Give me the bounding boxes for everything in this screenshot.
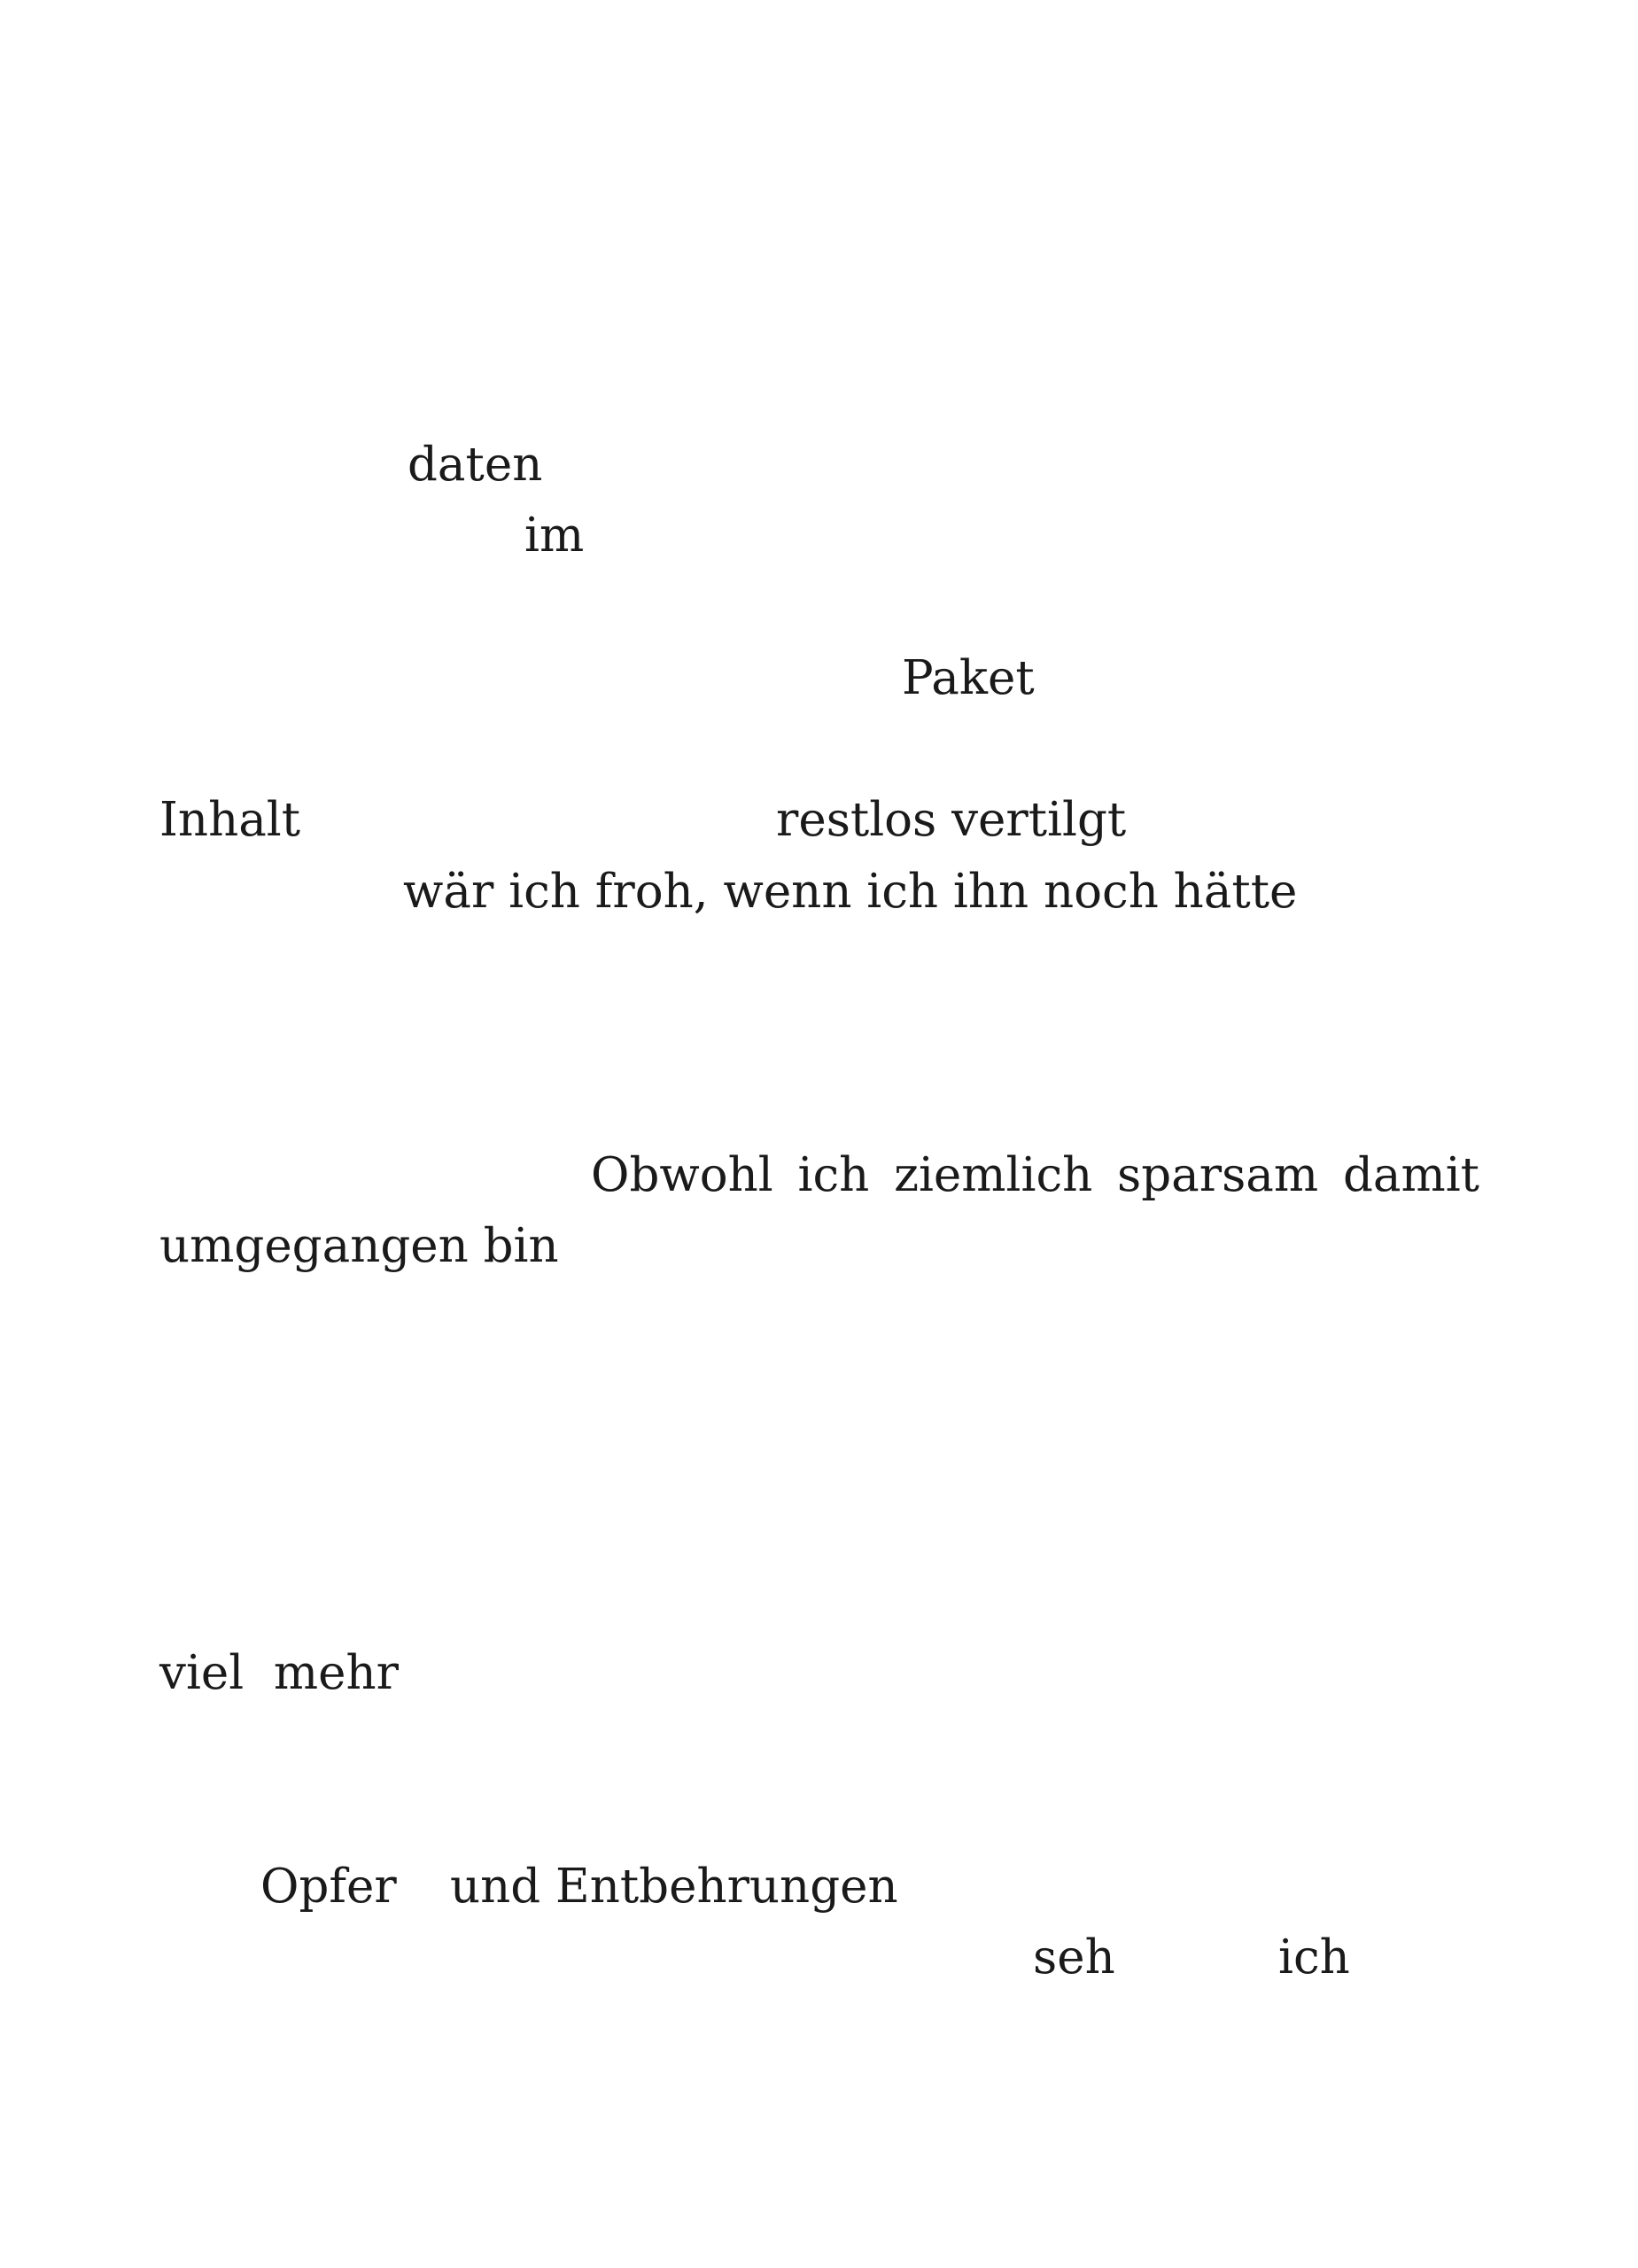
word-inhalt: Inhalt — [159, 793, 301, 847]
word-obwohl: Obwohl — [591, 1148, 773, 1202]
word-opfer: Opfer — [260, 1860, 397, 1914]
word-ziemlich: ziemlich — [894, 1148, 1093, 1202]
word-im: im — [524, 509, 585, 563]
word-seh: seh — [1033, 1930, 1115, 1984]
word-ich-final: ich — [1278, 1930, 1350, 1984]
phrase-restlos-vertilgt: restlos vertilgt — [776, 793, 1127, 847]
line-obwohl — [591, 1148, 1479, 1202]
phrase-umgegangen-bin: umgegangen bin — [159, 1219, 559, 1273]
word-damit: damit — [1342, 1148, 1479, 1202]
phrase-und-entbehrungen: und Entbehrungen — [450, 1860, 898, 1914]
word-paket: Paket — [902, 651, 1035, 705]
word-sparsam: sparsam — [1117, 1148, 1319, 1202]
word-daten: daten — [408, 438, 543, 492]
phrase-viel-mehr: viel mehr — [159, 1646, 399, 1700]
line-waer-ich-froh: wär ich froh, wenn ich ihn noch hätte — [403, 865, 1298, 919]
word-ich: ich — [797, 1148, 870, 1202]
